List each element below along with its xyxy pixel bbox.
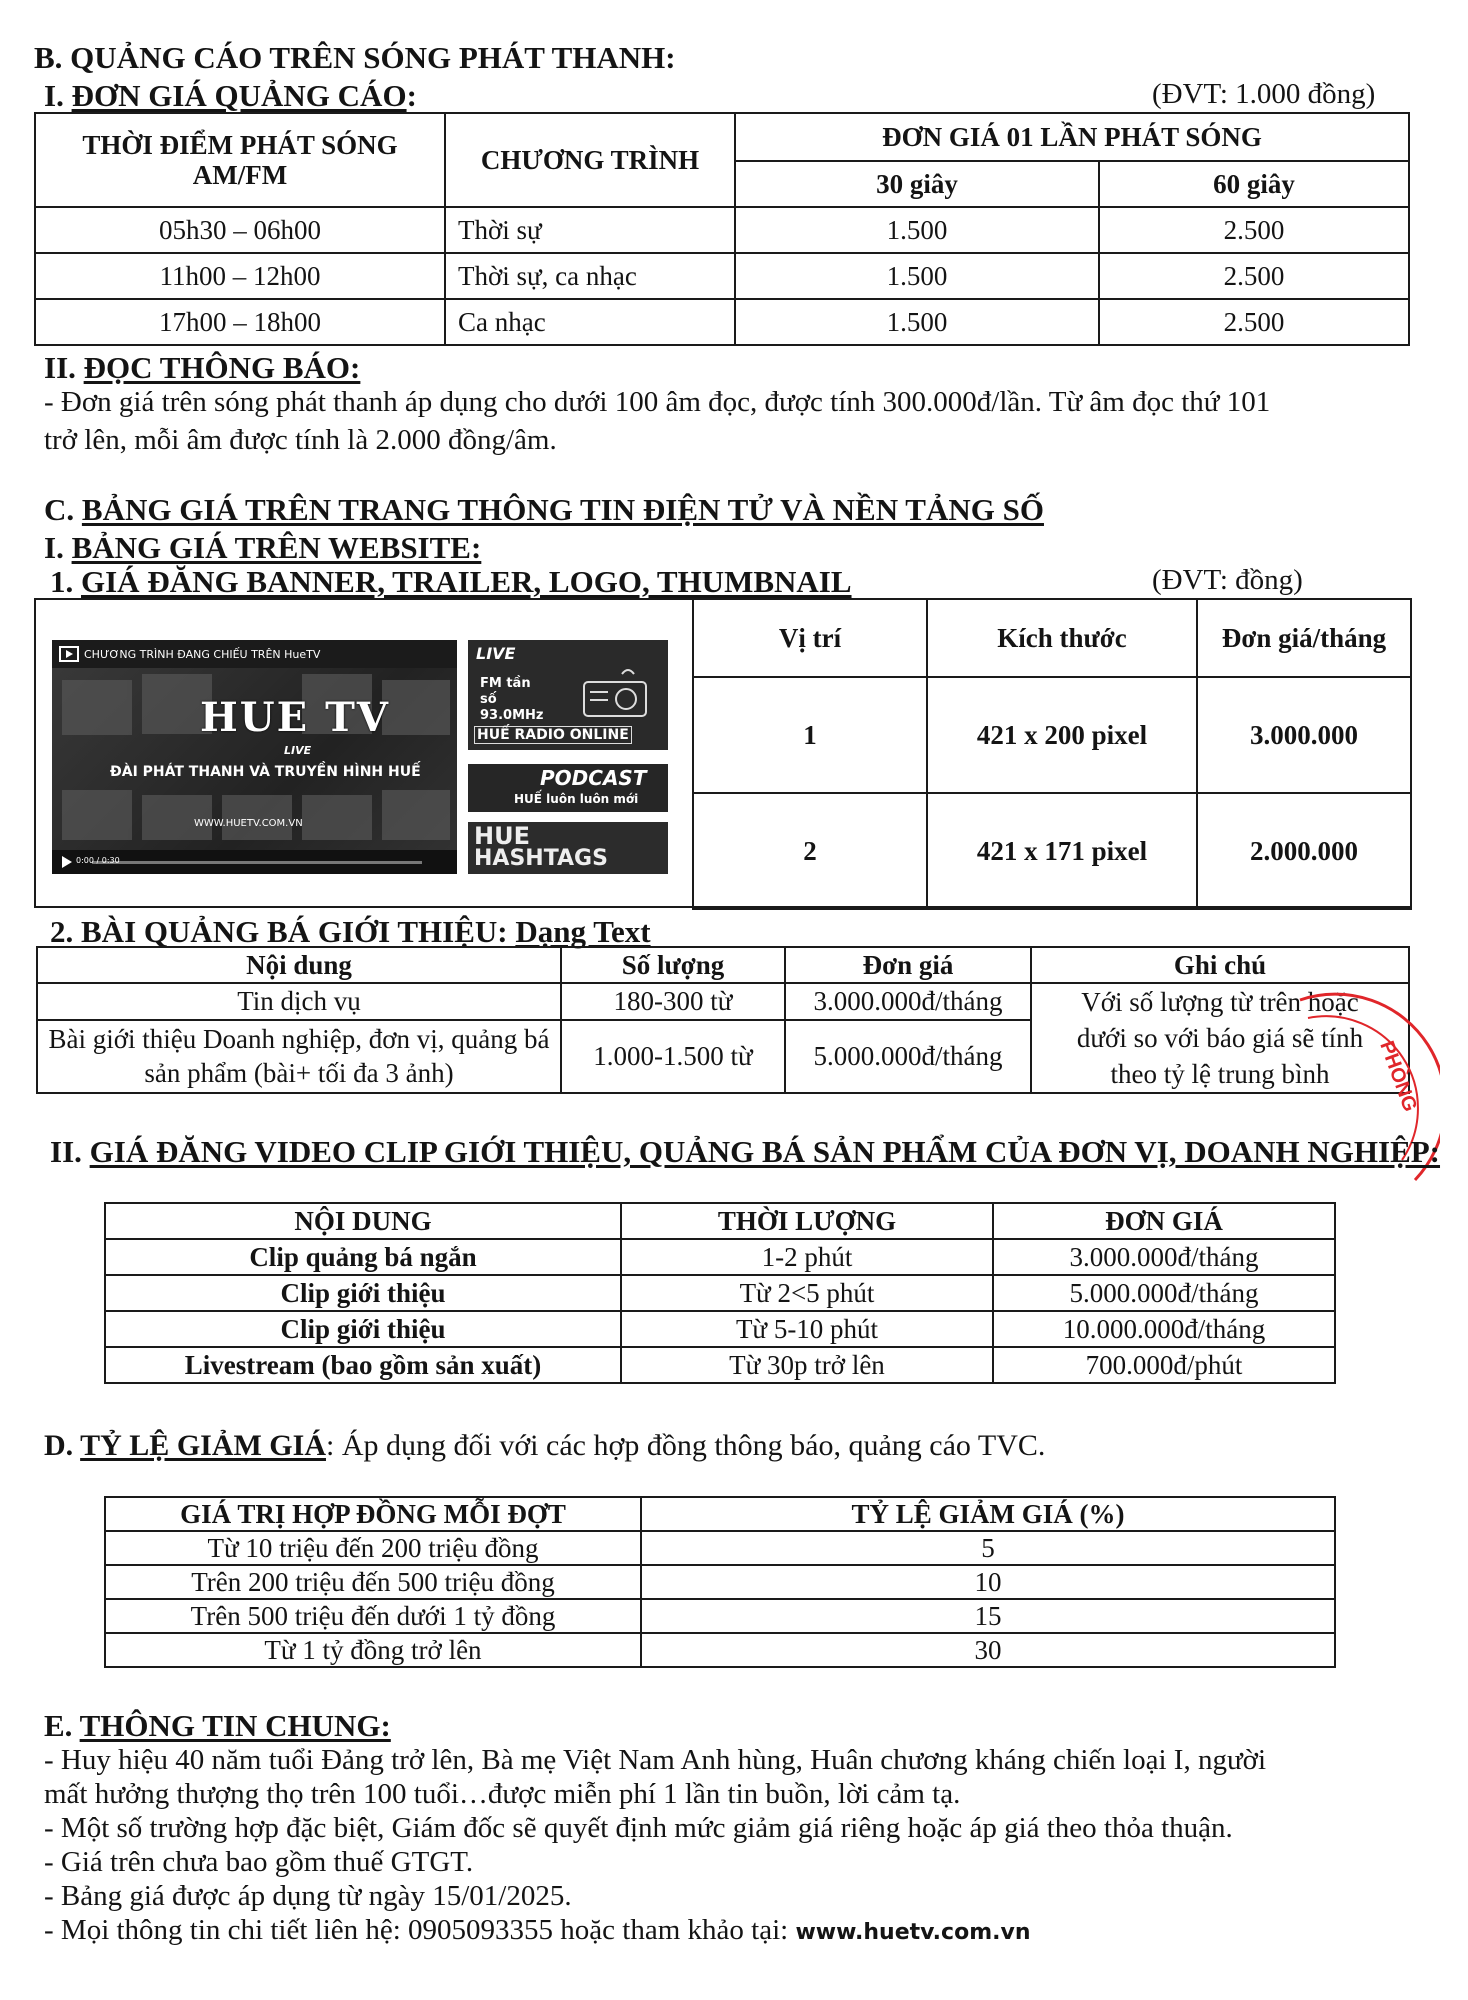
section-b-title-text: B. QUẢNG CÁO TRÊN SÓNG PHÁT THANH:	[34, 40, 676, 75]
cell-video-content: Clip giới thiệu	[105, 1275, 621, 1311]
cell-time: 11h00 – 12h00	[35, 253, 445, 299]
cell-size: 421 x 171 pixel	[927, 793, 1197, 909]
website-link[interactable]: www.huetv.com.vn	[795, 1920, 1031, 1945]
cell-60s: 2.500	[1099, 253, 1409, 299]
huetv-logo: HUE TV	[200, 694, 390, 741]
table-row	[105, 1531, 1335, 1565]
th-content: Nội dung	[37, 947, 561, 983]
cell-video-price: 10.000.000đ/tháng	[993, 1311, 1335, 1347]
station-name: ĐÀI PHÁT THANH VÀ TRUYỀN HÌNH HUẾ	[110, 764, 421, 780]
video-wall-graphic	[52, 640, 457, 874]
th-price: ĐƠN GIÁ 01 LẦN PHÁT SÓNG	[735, 113, 1409, 161]
cell-video-price: 5.000.000đ/tháng	[993, 1275, 1335, 1311]
th-video-price: ĐƠN GIÁ	[993, 1203, 1335, 1239]
section-b-title	[34, 40, 676, 76]
section-b-sub1	[44, 78, 417, 114]
sub1-title: ĐƠN GIÁ QUẢNG CÁO	[71, 78, 407, 113]
c-sub1-title: BẢNG GIÁ TRÊN WEBSITE:	[71, 530, 482, 565]
cell-contract-value: Từ 1 tỷ đồng trở lên	[105, 1633, 641, 1667]
cell-contract-value: Trên 500 triệu đến dưới 1 tỷ đồng	[105, 1599, 641, 1633]
th-note: Ghi chú	[1031, 947, 1409, 983]
c-sub2-title: GIÁ ĐĂNG VIDEO CLIP GIỚI THIỆU, QUẢNG BÁ SẢN PHẨM CỦA ĐƠN VỊ, DOANH NGHIỆP:	[89, 1134, 1441, 1169]
cell-duration: Từ 30p trở lên	[621, 1347, 993, 1383]
section-b-sub2	[44, 350, 360, 386]
cell-note: Với số lượng từ trên hoặc dưới so với báo giá sẽ tính theo tỷ lệ trung bình	[1031, 983, 1409, 1093]
table-row	[105, 1347, 1335, 1383]
cell-price: 3.000.000đ/tháng	[785, 983, 1031, 1020]
th-contract-value: GIÁ TRỊ HỢP ĐỒNG MỖI ĐỢT	[105, 1497, 641, 1531]
video-time: 0:00 / 0:30	[76, 856, 120, 865]
cell-quantity: 1.000-1.500 từ	[561, 1020, 785, 1093]
th-30s: 30 giây	[735, 161, 1099, 207]
th-monthly-price: Đơn giá/tháng	[1197, 599, 1411, 677]
cell-price: 2.000.000	[1197, 793, 1411, 909]
section-d-heading	[44, 1428, 1045, 1464]
th-duration: THỜI LƯỢNG	[621, 1203, 993, 1239]
unit-note-c: (ĐVT: đồng)	[1152, 564, 1303, 596]
sub1-prefix: I.	[44, 78, 72, 113]
radio-thumb	[468, 640, 668, 750]
cell-price: 3.000.000	[1197, 677, 1411, 793]
table-row	[37, 983, 1409, 1020]
discount-table	[104, 1496, 1336, 1668]
cell-quantity: 180-300 từ	[561, 983, 785, 1020]
th-program: CHƯƠNG TRÌNH	[445, 113, 735, 207]
section-c-title	[44, 492, 1044, 528]
table-row	[35, 299, 1409, 345]
section-c-title-text: BẢNG GIÁ TRÊN TRANG THÔNG TIN ĐIỆN TỬ VÀ NỀN TẢNG SỐ	[81, 492, 1044, 527]
th-position: Vị trí	[693, 599, 927, 677]
e-line1: - Huy hiệu 40 năm tuổi Đảng trở lên, Bà mẹ Việt Nam Anh hùng, Huân chương kháng chiến loại I, người	[44, 1744, 1267, 1776]
cell-time: 17h00 – 18h00	[35, 299, 445, 345]
cell-30s: 1.500	[735, 299, 1099, 345]
section-d-title: TỶ LỆ GIẢM GIÁ	[80, 1429, 326, 1462]
table-row	[693, 677, 1411, 793]
item1-prefix: 1.	[50, 564, 81, 599]
item2-heading	[50, 914, 651, 950]
cell-30s: 1.500	[735, 207, 1099, 253]
red-stamp-graphic	[1290, 990, 1440, 1220]
e-line5: - Bảng giá được áp dụng từ ngày 15/01/2025.	[44, 1880, 572, 1912]
table-row	[105, 1633, 1335, 1667]
radio-icon	[578, 660, 658, 720]
section-d-prefix: D.	[44, 1429, 81, 1462]
e-line6-text: - Mọi thông tin chi tiết liên hệ: 0905093355 hoặc tham khảo tại:	[44, 1914, 796, 1946]
cell-video-content: Clip giới thiệu	[105, 1311, 621, 1347]
table-row	[105, 1599, 1335, 1633]
cell-size: 421 x 200 pixel	[927, 677, 1197, 793]
cell-program: Thời sự	[445, 207, 735, 253]
e-line2: mất hưởng thượng thọ trên 100 tuổi…được miễn phí 1 lần tin buồn, lời cảm tạ.	[44, 1778, 961, 1810]
sub2-line2: trở lên, mỗi âm được tính là 2.000 đồng/âm.	[44, 424, 557, 456]
th-time: THỜI ĐIỂM PHÁT SÓNG AM/FM	[35, 113, 445, 207]
cell-contract-value: Từ 10 triệu đến 200 triệu đồng	[105, 1531, 641, 1565]
unit-note-b: (ĐVT: 1.000 đồng)	[1152, 78, 1376, 110]
video-clip-table	[104, 1202, 1336, 1384]
section-c-sub1	[44, 530, 481, 566]
item2-title: 2. BÀI QUẢNG BÁ GIỚI THIỆU:	[50, 914, 516, 949]
table-row	[105, 1239, 1335, 1275]
th-60s: 60 giây	[1099, 161, 1409, 207]
sub2-line1: - Đơn giá trên sóng phát thanh áp dụng cho dưới 100 âm đọc, được tính 300.000đ/lần. Từ âm đọc thứ 101	[44, 386, 1271, 418]
podcast-thumb	[468, 764, 668, 812]
sub2-title: ĐỌC THÔNG BÁO:	[83, 350, 361, 385]
item1-title: GIÁ ĐĂNG BANNER, TRAILER, LOGO, THUMBNAIL	[81, 564, 852, 599]
cell-duration: 1-2 phút	[621, 1239, 993, 1275]
cell-discount-rate: 15	[641, 1599, 1335, 1633]
item2-suffix: Dạng Text	[515, 914, 651, 949]
c-sub2-prefix: II.	[50, 1134, 90, 1169]
cell-discount-rate: 10	[641, 1565, 1335, 1599]
section-e-prefix: E.	[44, 1708, 80, 1743]
th-unit-price: Đơn giá	[785, 947, 1031, 983]
text-ad-table	[36, 946, 1410, 1094]
th-video-content: NỘI DUNG	[105, 1203, 621, 1239]
podcast-subtitle: HUẾ luôn luôn mới	[514, 792, 639, 806]
cell-price: 5.000.000đ/tháng	[785, 1020, 1031, 1093]
cell-position: 1	[693, 677, 927, 793]
banner-caption: CHƯƠNG TRÌNH ĐANG CHIẾU TRÊN HueTV	[84, 648, 321, 661]
cell-video-price: 700.000đ/phút	[993, 1347, 1335, 1383]
hashtags-title-2: HASHTAGS	[474, 846, 608, 871]
table-row	[105, 1275, 1335, 1311]
cell-program: Ca nhạc	[445, 299, 735, 345]
cell-position: 2	[693, 793, 927, 909]
stamp-text: PHÒNG	[1375, 1038, 1422, 1115]
e-line6	[44, 1912, 1030, 1951]
cell-discount-rate: 30	[641, 1633, 1335, 1667]
section-e-heading	[44, 1708, 391, 1744]
cell-content: Bài giới thiệu Doanh nghiệp, đơn vị, quảng bá sản phẩm (bài+ tối đa 3 ảnh)	[37, 1020, 561, 1093]
section-c-sub2	[50, 1134, 1440, 1170]
radio-online-label: HUẾ RADIO ONLINE	[474, 726, 632, 744]
section-d-text: : Áp dụng đối với các hợp đồng thông báo, quảng cáo TVC.	[325, 1429, 1046, 1462]
station-site: WWW.HUETV.COM.VN	[194, 818, 303, 829]
e-line4: - Giá trên chưa bao gồm thuế GTGT.	[44, 1846, 474, 1878]
section-e-title: THÔNG TIN CHUNG:	[79, 1708, 391, 1743]
table-row	[693, 793, 1411, 909]
hashtags-thumb	[468, 822, 668, 874]
table-row	[35, 253, 1409, 299]
table-row	[105, 1565, 1335, 1599]
th-discount-rate: TỶ LỆ GIẢM GIÁ (%)	[641, 1497, 1335, 1531]
radio-price-table	[34, 112, 1410, 346]
cell-video-content: Livestream (bao gồm sản xuất)	[105, 1347, 621, 1383]
cell-time: 05h30 – 06h00	[35, 207, 445, 253]
sub2-prefix: II.	[44, 350, 84, 385]
c-sub1-prefix: I.	[44, 530, 72, 565]
th-quantity: Số lượng	[561, 947, 785, 983]
radio-live-tag: LIVE	[476, 644, 516, 663]
item1-heading	[50, 564, 852, 600]
cell-duration: Từ 2<5 phút	[621, 1275, 993, 1311]
cell-contract-value: Trên 200 triệu đến 500 triệu đồng	[105, 1565, 641, 1599]
logo-live-tag: LIVE	[284, 744, 312, 757]
section-c-prefix: C.	[44, 492, 82, 527]
cell-content: Tin dịch vụ	[37, 983, 561, 1020]
podcast-title: PODCAST	[540, 766, 647, 790]
cell-60s: 2.500	[1099, 299, 1409, 345]
cell-duration: Từ 5-10 phút	[621, 1311, 993, 1347]
hashtags-title-1: HUE	[474, 822, 530, 850]
sub1-suffix: :	[406, 78, 417, 113]
banner-price-table	[692, 598, 1412, 910]
th-size: Kích thước	[927, 599, 1197, 677]
table-row	[35, 207, 1409, 253]
cell-60s: 2.500	[1099, 207, 1409, 253]
cell-program: Thời sự, ca nhạc	[445, 253, 735, 299]
cell-30s: 1.500	[735, 253, 1099, 299]
e-line3: - Một số trường hợp đặc biệt, Giám đốc sẽ quyết định mức giảm giá riêng hoặc áp giá theo thỏa thuận.	[44, 1812, 1233, 1844]
cell-video-price: 3.000.000đ/tháng	[993, 1239, 1335, 1275]
radio-frequency: FM tần số 93.0MHz	[480, 676, 544, 723]
cell-video-content: Clip quảng bá ngắn	[105, 1239, 621, 1275]
cell-discount-rate: 5	[641, 1531, 1335, 1565]
table-row	[105, 1311, 1335, 1347]
banner-main-image	[52, 640, 457, 874]
